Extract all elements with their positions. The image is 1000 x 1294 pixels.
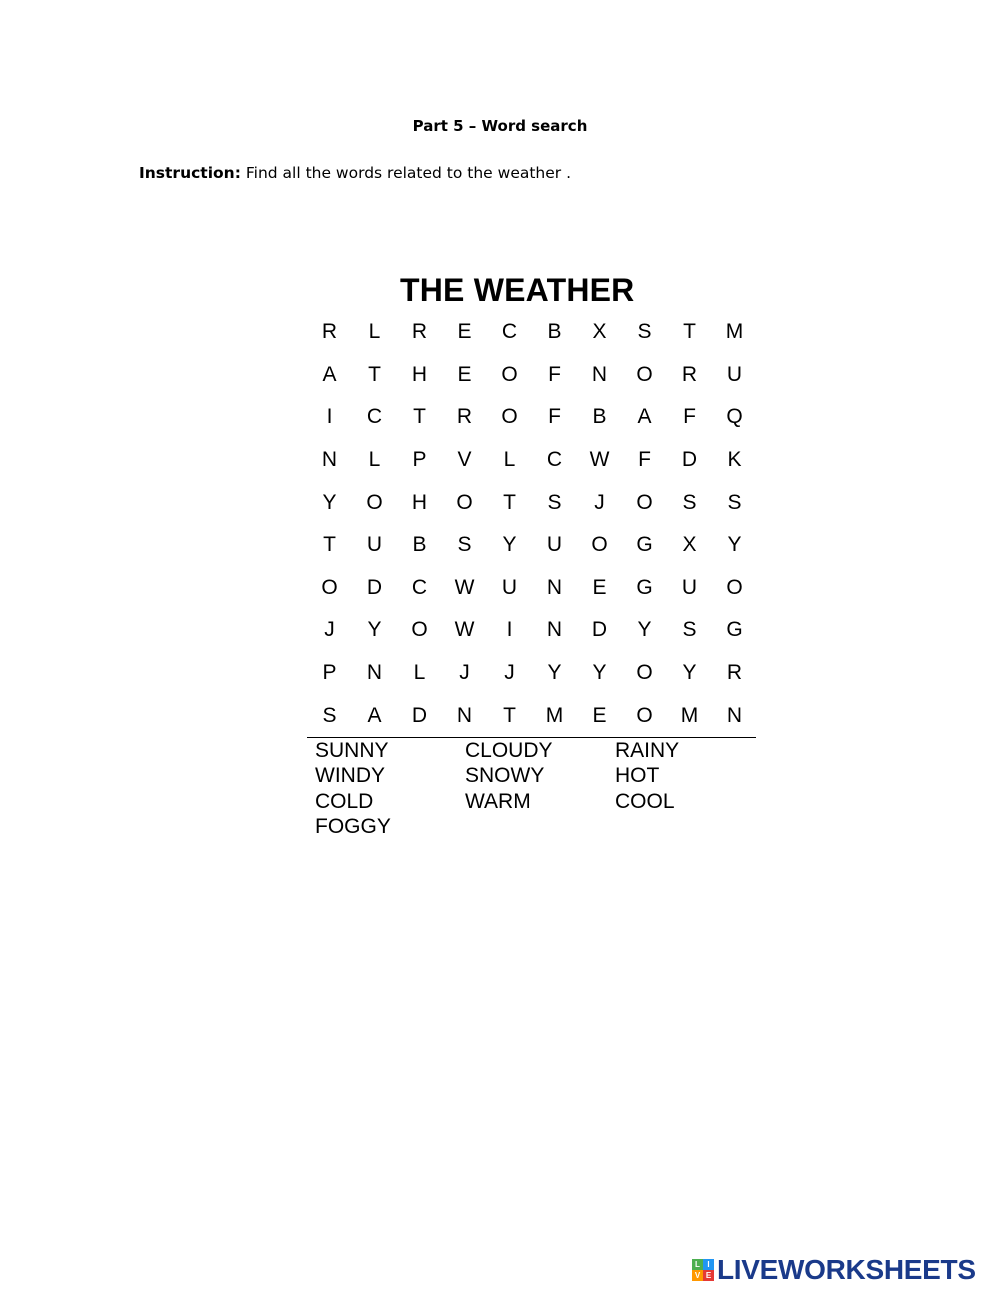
grid-letter[interactable]: T [503, 490, 516, 514]
grid-letter[interactable]: N [456, 703, 473, 727]
grid-letter[interactable]: D [411, 703, 428, 727]
grid-letter[interactable]: H [411, 490, 428, 514]
icon-tile: E [703, 1270, 714, 1281]
word-item: HOT [615, 764, 660, 788]
grid-letter[interactable]: X [592, 320, 607, 344]
word-item: FOGGY [315, 814, 391, 838]
grid-letter[interactable]: D [591, 618, 608, 642]
grid-letter[interactable]: T [323, 533, 336, 557]
grid-letter[interactable]: T [368, 362, 381, 386]
grid-letter[interactable]: L [368, 448, 381, 472]
grid-letter[interactable]: S [457, 533, 472, 557]
grid-letter[interactable]: Y [592, 661, 607, 685]
word-item: WARM [465, 789, 531, 813]
grid-letter[interactable]: O [501, 405, 518, 429]
grid-letter[interactable]: O [726, 575, 743, 599]
icon-tile: I [703, 1259, 714, 1270]
grid-letter[interactable]: C [366, 405, 383, 429]
grid-letter[interactable]: D [366, 575, 383, 599]
grid-letter[interactable]: U [546, 533, 563, 557]
grid-letter[interactable]: L [413, 661, 426, 685]
grid-letter[interactable]: I [326, 405, 333, 429]
word-list [315, 738, 765, 839]
grid-row [307, 311, 757, 354]
grid-letter[interactable]: P [322, 661, 337, 685]
grid-letter[interactable]: J [504, 661, 515, 685]
instruction-text: Find all the words related to the weather . [240, 164, 572, 182]
grid-letter[interactable]: O [456, 490, 473, 514]
grid-letter[interactable]: K [727, 448, 742, 472]
grid-letter[interactable]: G [726, 618, 743, 642]
grid-letter[interactable]: U [501, 575, 518, 599]
grid-letter[interactable]: Q [726, 405, 743, 429]
grid-letter[interactable]: N [321, 448, 338, 472]
liveworksheets-icon [692, 1259, 714, 1281]
word-item: WINDY [315, 764, 385, 788]
grid-letter[interactable]: S [727, 490, 742, 514]
grid-letter[interactable]: U [726, 362, 743, 386]
grid-letter[interactable]: F [548, 405, 561, 429]
grid-letter[interactable]: E [592, 575, 607, 599]
grid-letter[interactable]: O [591, 533, 608, 557]
word-search-title: THE WEATHER [400, 272, 635, 308]
grid-row [307, 396, 757, 439]
grid-letter[interactable]: M [725, 320, 744, 344]
grid-letter[interactable]: N [546, 618, 563, 642]
grid-letter[interactable]: X [682, 533, 697, 557]
grid-row [307, 481, 757, 524]
grid-letter[interactable]: T [413, 405, 426, 429]
grid-letter[interactable]: B [547, 320, 562, 344]
word-item: SUNNY [315, 739, 389, 762]
grid-row [307, 609, 757, 652]
grid-letter[interactable]: R [726, 661, 743, 685]
word-item: COOL [615, 789, 675, 813]
grid-letter[interactable]: N [726, 703, 743, 727]
grid-letter[interactable]: J [594, 490, 605, 514]
grid-letter[interactable]: E [457, 320, 472, 344]
grid-letter[interactable]: R [456, 405, 473, 429]
grid-letter[interactable]: L [368, 320, 381, 344]
grid-letter[interactable]: J [324, 618, 335, 642]
grid-letter[interactable]: F [638, 448, 651, 472]
grid-letter[interactable]: U [366, 533, 383, 557]
grid-letter[interactable]: G [636, 575, 653, 599]
grid-letter[interactable]: T [503, 703, 516, 727]
icon-tile: V [692, 1270, 703, 1281]
grid-letter[interactable]: O [636, 362, 653, 386]
word-item: SNOWY [465, 764, 545, 788]
grid-letter[interactable]: C [546, 448, 563, 472]
grid-letter[interactable]: P [412, 448, 427, 472]
grid-row [307, 652, 757, 695]
grid-letter[interactable]: A [637, 405, 652, 429]
grid-letter[interactable]: W [454, 575, 475, 599]
grid-letter[interactable]: F [683, 405, 696, 429]
grid-letter[interactable]: Y [322, 490, 337, 514]
grid-row [307, 354, 757, 397]
grid-letter[interactable]: Y [367, 618, 382, 642]
grid-letter[interactable]: M [545, 703, 564, 727]
grid-letter[interactable]: C [501, 320, 518, 344]
grid-letter[interactable]: W [454, 618, 475, 642]
grid-letter[interactable]: U [681, 575, 698, 599]
part-title: Part 5 – Word search [412, 117, 588, 135]
grid-letter[interactable]: R [321, 320, 338, 344]
grid-letter[interactable]: E [457, 362, 472, 386]
grid-letter[interactable]: T [683, 320, 696, 344]
grid-letter[interactable]: N [546, 575, 563, 599]
grid-letter[interactable]: Y [637, 618, 652, 642]
grid-letter[interactable]: O [636, 703, 653, 727]
grid-letter[interactable]: R [411, 320, 428, 344]
grid-letter[interactable]: L [503, 448, 516, 472]
grid-letter[interactable]: A [322, 362, 337, 386]
grid-letter[interactable]: O [636, 661, 653, 685]
grid-letter[interactable]: E [592, 703, 607, 727]
word-item: CLOUDY [465, 739, 553, 762]
grid-letter[interactable]: O [321, 575, 338, 599]
grid-letter[interactable]: D [681, 448, 698, 472]
grid-letter[interactable]: V [457, 448, 472, 472]
grid-letter[interactable]: W [589, 448, 610, 472]
letter-grid [307, 311, 757, 737]
grid-letter[interactable]: O [411, 618, 428, 642]
grid-row [307, 524, 757, 567]
icon-tile: L [692, 1259, 703, 1270]
grid-letter[interactable]: S [682, 618, 697, 642]
grid-row [307, 439, 757, 482]
grid-letter[interactable]: J [459, 661, 470, 685]
grid-letter[interactable]: Y [682, 661, 697, 685]
grid-letter[interactable]: B [412, 533, 427, 557]
grid-letter[interactable]: S [637, 320, 652, 344]
grid-letter[interactable]: O [366, 490, 383, 514]
grid-letter[interactable]: Y [502, 533, 517, 557]
grid-letter[interactable]: F [548, 362, 561, 386]
grid-row [307, 694, 757, 737]
liveworksheets-logo [692, 1254, 976, 1286]
grid-letter[interactable]: S [322, 703, 337, 727]
grid-letter[interactable]: R [681, 362, 698, 386]
grid-letter[interactable]: S [547, 490, 562, 514]
grid-letter[interactable]: O [501, 362, 518, 386]
instruction [139, 164, 571, 182]
grid-letter[interactable]: A [367, 703, 382, 727]
brand-name: LIVEWORKSHEETS [717, 1254, 976, 1285]
grid-letter[interactable]: Y [727, 533, 742, 557]
instruction-label: Instruction: [139, 164, 241, 182]
word-item: RAINY [615, 739, 680, 762]
grid-letter[interactable]: M [680, 703, 699, 727]
grid-letter[interactable]: C [411, 575, 428, 599]
grid-letter[interactable]: B [592, 405, 607, 429]
grid-letter[interactable]: Y [547, 661, 562, 685]
grid-letter[interactable]: N [366, 661, 383, 685]
grid-letter[interactable]: N [591, 362, 608, 386]
grid-letter[interactable]: S [682, 490, 697, 514]
grid-row [307, 567, 757, 610]
grid-letter[interactable]: H [411, 362, 428, 386]
word-item: COLD [315, 789, 374, 813]
grid-letter[interactable]: I [506, 618, 513, 642]
grid-letter[interactable]: O [636, 490, 653, 514]
grid-letter[interactable]: G [636, 533, 653, 557]
